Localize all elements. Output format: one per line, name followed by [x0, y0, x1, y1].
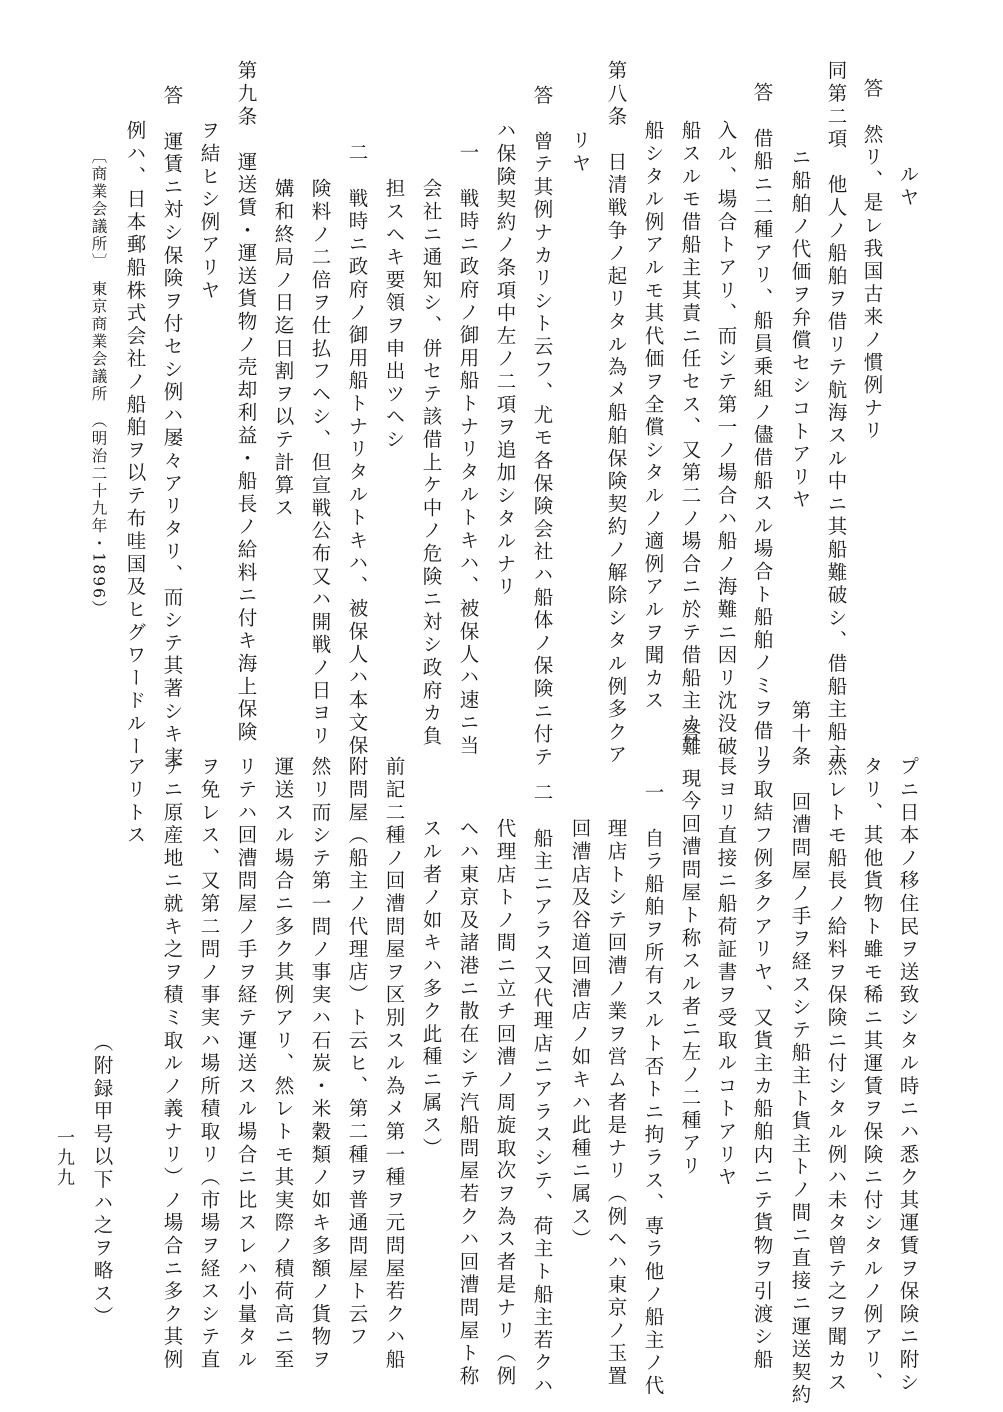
- text-column: ルヤ: [896, 164, 920, 210]
- text-column: 担スヘキ要領ヲ申出ツヘシ: [382, 178, 406, 452]
- text-column: プニ日本ノ移住民ヲ送致シタル時ニハ悉ク其運賃ヲ保険ニ附シ: [896, 756, 920, 1395]
- text-column: タリ、其他貨物ト雖モ稀ニ其運賃ヲ保険ニ付シタルノ例アリ、: [860, 756, 884, 1395]
- text-column: 然リ而シテ第一問ノ事実ハ石炭・米穀類ノ如キ多額ノ貨物ヲ: [308, 756, 332, 1372]
- text-column: 一 自ラ船舶ヲ所有スルト否トニ拘ラス、専ラ他ノ船主ノ代: [641, 782, 665, 1398]
- text-column: 険料ノ二倍ヲ仕払フヘシ、但宣戦公布又ハ開戦ノ日ヨリ: [308, 178, 332, 748]
- text-column: リヤ: [568, 130, 592, 176]
- text-column: 同第二項 他人ノ船舶ヲ借リテ航海スル中ニ其船難破シ、借船主船主: [824, 60, 848, 767]
- appendix-note: （附録甲号以下ハ之ヲ略ス）: [90, 1032, 114, 1329]
- text-column: 会社ニ通知シ、併セテ該借上ケ中ノ危険ニ対シ政府カ負: [419, 178, 443, 748]
- text-column: 船シタル例アルモ其代価ヲ全償シタルノ適例アルヲ聞カス: [641, 120, 665, 713]
- text-column: ヘハ東京及諸港ニ散在シテ汽船問屋若クハ回漕問屋ト称: [456, 818, 480, 1388]
- text-column: アリトス: [123, 756, 147, 848]
- text-column: 答 運賃ニ対シ保険ヲ付セシ例ハ屡々アリタリ、而シテ其著シキ実: [160, 85, 184, 769]
- text-column: 媾和終局ノ日迄日割ヲ以テ計算ス: [271, 178, 295, 520]
- text-column: ハ保険契約ノ条項中左ノ二項ヲ追加シタルナリ: [493, 120, 517, 599]
- text-column: ニ船舶ノ代価ヲ弁償セシコトアリヤ: [788, 147, 812, 512]
- text-column: 前記二種ノ回漕問屋ヲ区別スル為メ第一種ヲ元問屋若クハ船: [382, 756, 406, 1372]
- text-column: 答 現今回漕問屋ト称スル者ニ左ノ二種アリ: [678, 722, 702, 1178]
- text-column: 答 曾テ其例ナカリシト云フ、尤モ各保険会社ハ船体ノ保険ニ付テ: [530, 85, 554, 769]
- text-column: ヲ結ヒシ例アリヤ: [197, 120, 221, 303]
- text-column: 代理店トノ間ニ立チ回漕ノ周旋取次ヲ為ス者是ナリ（例: [493, 818, 517, 1388]
- text-column: 例ハ、日本郵船株式会社ノ船舶ヲ以テ布哇国及ヒグワードルー: [123, 120, 147, 759]
- text-column: 附問屋（船主ノ代理店）ト云ヒ、第二種ヲ普通問屋ト云フ: [345, 756, 369, 1349]
- text-column: 答 借船ニ二種アリ、船員乗組ノ儘借船スル場合ト船舶ノミヲ借リ: [750, 82, 774, 766]
- text-column: 回漕店及谷道回漕店ノ如キハ此種ニ属ス）: [568, 818, 592, 1252]
- text-column: 答 然リ、是レ我国古来ノ慣例ナリ: [860, 78, 884, 443]
- text-column: 船スルモ借船主其責ニ任セス、又第二ノ場合ニ於テ借船主カ難: [678, 120, 702, 759]
- text-column: 長ヨリ直接ニ船荷証書ヲ受取ルコトアリヤ: [714, 756, 738, 1190]
- page-number: 一九九: [54, 1128, 75, 1188]
- text-column: リテハ回漕問屋ノ手ヲ経テ運送スル場合ニ比スレハ小量タル: [234, 756, 258, 1372]
- text-column: 然レトモ船長ノ給料ヲ保険ニ付シタル例ハ未タ曾テ之ヲ聞カス: [824, 756, 848, 1395]
- text-column: ヲ免レス、又第二問ノ事実ハ場所積取リ（市場ヲ経スシテ直: [197, 756, 221, 1372]
- text-column: チニ原産地ニ就キ之ヲ積ミ取ルノ義ナリ）ノ場合ニ多ク其例: [160, 756, 184, 1372]
- text-column: スル者ノ如キハ多ク此種ニ属ス）: [419, 818, 443, 1160]
- text-column: 一 戦時ニ政府ノ御用船トナリタルトキハ、被保人ハ速ニ当: [456, 142, 480, 758]
- text-column: ヲ取結フ例多クアリヤ、又貨主カ船舶内ニテ貨物ヲ引渡シ船: [750, 756, 774, 1372]
- text-column: 入ル、場合トアリ、而シテ第一ノ場合ハ船ノ海難ニ因リ沈没破: [714, 120, 738, 759]
- text-column: 第八条 日清戦争ノ起リタル為メ船舶保険契約ノ解除シタル例多クア: [604, 60, 628, 767]
- text-column: 二 戦時ニ政府ノ御用船トナリタルトキハ、被保人ハ本文保: [345, 142, 369, 758]
- text-column: 二 船主ニアラス又代理店ニアラスシテ、荷主ト船主若クハ: [530, 782, 554, 1398]
- text-column: 第九条 運送賃・運送貨物ノ売却利益・船長ノ給料ニ付キ海上保険: [234, 60, 258, 744]
- source-line: 〔商業会議所〕 東京商業会議所 （明治二十九年・1896）: [89, 148, 108, 618]
- text-column: 第十条 回漕問屋ノ手ヲ経スシテ船主ト貨主トノ間ニ直接ニ運送契約: [788, 700, 812, 1407]
- text-column: 理店トシテ回漕ノ業ヲ営ム者是ナリ（例ヘハ東京ノ玉置: [604, 818, 628, 1388]
- text-column: 運送スル場合ニ多ク其例アリ、然レトモ其実際ノ積荷高ニ至: [271, 756, 295, 1372]
